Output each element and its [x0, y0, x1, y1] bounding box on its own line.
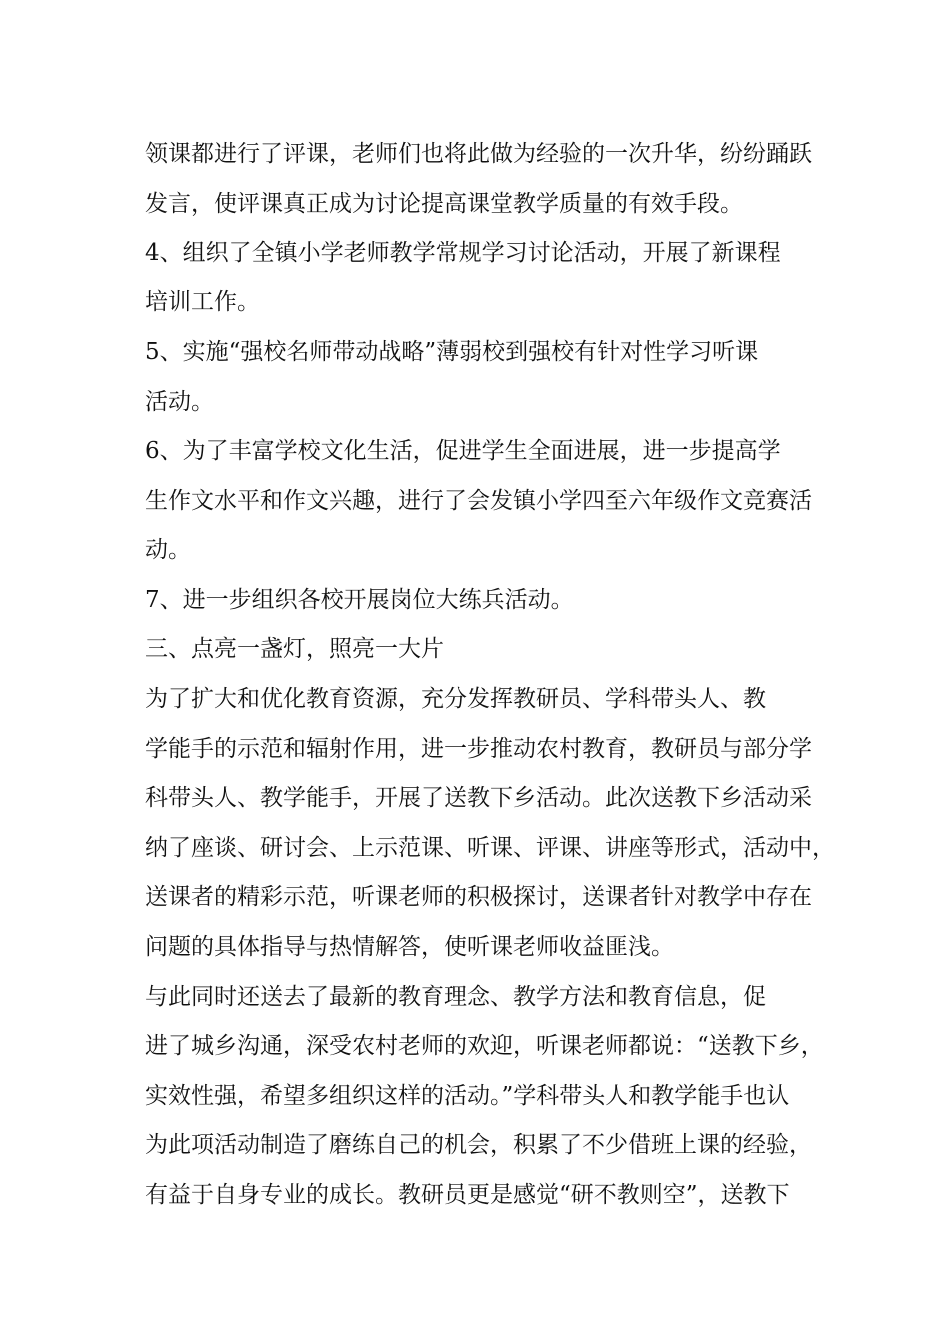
text-line: 为此项活动制造了磨练自己的机会，积累了不少借班上课的经验， — [145, 1132, 812, 1158]
text-line: 领课都进行了评课，老师们也将此做为经验的一次升华，纷纷踊跃 — [145, 141, 812, 167]
text-line: 与此同时还送去了最新的教育理念、教学方法和教育信息，促 — [145, 984, 766, 1010]
text-line: 问题的具体指导与热情解答，使听课老师收益匪浅。 — [145, 934, 674, 960]
text-line: 6、为了丰富学校文化生活，促进学生全面进展，进一步提高学 — [145, 438, 781, 464]
text-line: 活动。 — [145, 389, 214, 415]
section-heading: 三、点亮一盏灯，照亮一大片 — [145, 636, 444, 662]
text-line: 5、实施“强校名师带动战略”薄弱校到强校有针对性学习听课 — [145, 339, 759, 365]
text-line: 学能手的示范和辐射作用，进一步推动农村教育，教研员与部分学 — [145, 736, 812, 762]
text-line: 7、进一步组织各校开展岗位大练兵活动。 — [145, 587, 574, 613]
text-line: 4、组织了全镇小学老师教学常规学习讨论活动，开展了新课程 — [145, 240, 781, 266]
text-line: 培训工作。 — [145, 289, 260, 315]
text-line: 实效性强，希望多组织这样的活动。”学科带头人和教学能手也认 — [145, 1083, 790, 1109]
text-line: 生作文水平和作文兴趣，进行了会发镇小学四至六年级作文竞赛活 — [145, 488, 812, 514]
text-line: 有益于自身专业的成长。教研员更是感觉“研不教则空”，送教下 — [145, 1182, 790, 1208]
text-line: 进了城乡沟通，深受农村老师的欢迎，听课老师都说：“送教下乡， — [145, 1033, 824, 1059]
text-line: 送课者的精彩示范，听课老师的积极探讨，送课者针对教学中存在 — [145, 884, 812, 910]
text-line: 动。 — [145, 537, 191, 563]
text-line: 科带头人、教学能手，开展了送教下乡活动。此次送教下乡活动采 — [145, 785, 812, 811]
text-line: 为了扩大和优化教育资源，充分发挥教研员、学科带头人、教 — [145, 686, 766, 712]
text-line: 纳了座谈、研讨会、上示范课、听课、评课、讲座等形式，活动中， — [145, 835, 835, 861]
text-line: 发言，使评课真正成为讨论提高课堂教学质量的有效手段。 — [145, 191, 743, 217]
